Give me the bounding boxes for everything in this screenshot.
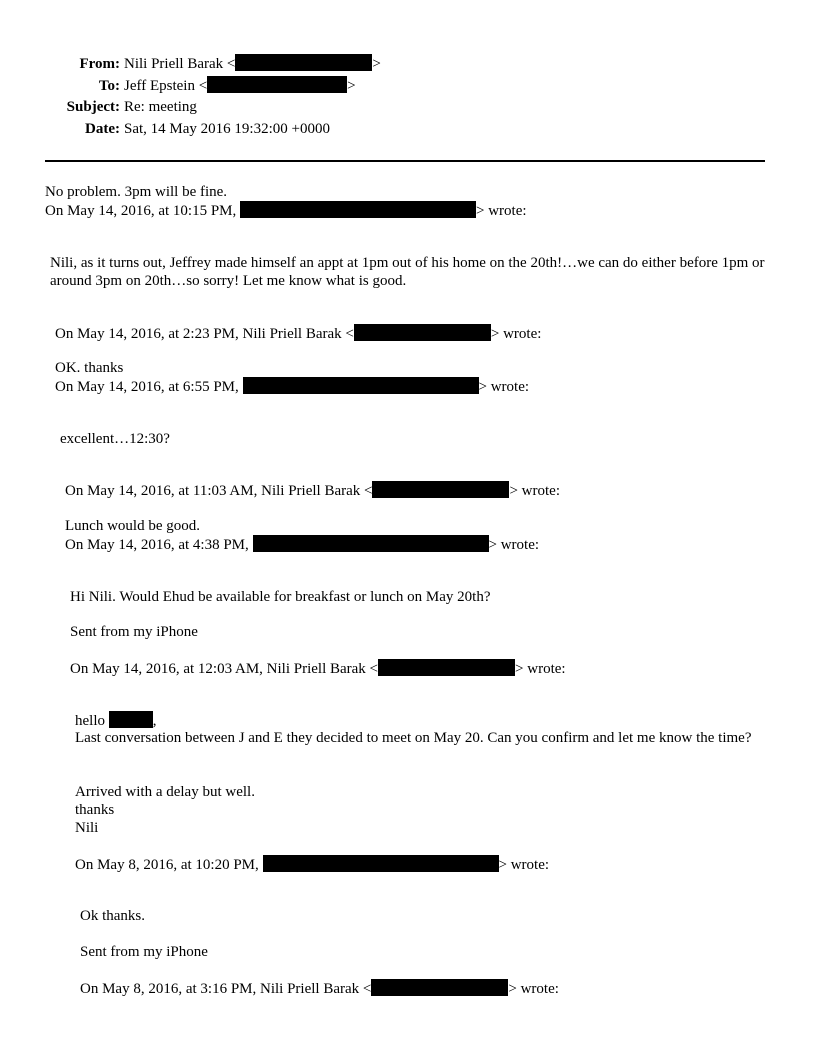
- date-value: Sat, 14 May 2016 19:32:00 +0000: [124, 121, 330, 137]
- body-line: Arrived with a delay but well.: [75, 784, 255, 800]
- redaction-block: [207, 76, 347, 93]
- redaction-block: [109, 711, 153, 728]
- attribution-suffix: > wrote:: [515, 661, 566, 677]
- body-line: Sent from my iPhone: [80, 944, 208, 960]
- to-close-bracket: >: [347, 78, 356, 94]
- attribution-suffix: > wrote:: [476, 203, 527, 219]
- to-name: Jeff Epstein <: [124, 78, 208, 94]
- greeting-comma: ,: [152, 713, 157, 729]
- body-line: OK. thanks: [55, 360, 124, 376]
- header-divider: [45, 160, 765, 162]
- body-paragraph: Nili, as it turns out, Jeffrey made himself an appt at 1pm out of his home on the 20th!…we can do either before 1pm or around 3pm on 20th…so sorry! Let me know what is good.: [50, 255, 765, 289]
- quote-attribution: [55, 377, 529, 396]
- from-name: Nili Priell Barak <: [124, 56, 236, 72]
- body-line: Sent from my iPhone: [70, 624, 198, 640]
- quote-attribution: [75, 855, 549, 874]
- subject-row: [0, 98, 197, 116]
- redaction-block: [354, 324, 491, 341]
- attribution-text: On May 14, 2016, at 12:03 AM, Nili Priell Barak <: [70, 661, 379, 677]
- attribution-suffix: > wrote:: [478, 379, 530, 395]
- redaction-block: [378, 659, 515, 676]
- body-line: Hi Nili. Would Ehud be available for breakfast or lunch on May 20th?: [70, 589, 491, 605]
- quote-attribution: [65, 535, 539, 554]
- redaction-block: [263, 855, 499, 872]
- redaction-block: [240, 201, 476, 218]
- body-line: [75, 711, 157, 730]
- body-line: Nili: [75, 820, 99, 836]
- redaction-block: [235, 54, 372, 71]
- greeting-text: hello: [75, 713, 105, 729]
- body-line: No problem. 3pm will be fine.: [45, 184, 228, 200]
- attribution-text: On May 8, 2016, at 3:16 PM, Nili Priell Barak <: [80, 981, 372, 997]
- quote-attribution: [45, 201, 527, 220]
- quote-attribution: [65, 481, 560, 500]
- from-close-bracket: >: [372, 56, 381, 72]
- attribution-suffix: > wrote:: [498, 857, 550, 873]
- attribution-text: On May 14, 2016, at 6:55 PM,: [55, 379, 239, 395]
- redaction-block: [243, 377, 479, 394]
- subject-value: Re: meeting: [124, 99, 197, 115]
- to-row: [0, 76, 356, 95]
- body-line: Ok thanks.: [80, 908, 145, 924]
- quote-attribution: [55, 324, 541, 343]
- to-label: To:: [98, 78, 120, 94]
- attribution-text: On May 8, 2016, at 10:20 PM,: [75, 857, 259, 873]
- attribution-text: On May 14, 2016, at 4:38 PM,: [65, 537, 249, 553]
- body-line: thanks: [75, 802, 115, 818]
- from-label: From:: [79, 56, 120, 72]
- attribution-text: On May 14, 2016, at 11:03 AM, Nili Priell Barak <: [65, 483, 373, 499]
- attribution-text: On May 14, 2016, at 2:23 PM, Nili Priell Barak <: [55, 326, 354, 342]
- subject-label: Subject:: [66, 99, 120, 115]
- date-row: [0, 120, 330, 138]
- attribution-text: On May 14, 2016, at 10:15 PM,: [45, 203, 237, 219]
- body-line: Lunch would be good.: [65, 518, 200, 534]
- quote-attribution: [70, 659, 566, 678]
- from-row: [0, 54, 381, 73]
- body-line: excellent…12:30?: [60, 431, 170, 447]
- redaction-block: [253, 535, 489, 552]
- attribution-suffix: > wrote:: [508, 981, 559, 997]
- redaction-block: [372, 481, 509, 498]
- quote-attribution: [80, 979, 559, 998]
- attribution-suffix: > wrote:: [509, 483, 560, 499]
- redaction-block: [371, 979, 508, 996]
- date-label: Date:: [85, 121, 120, 137]
- attribution-suffix: > wrote:: [490, 326, 542, 342]
- attribution-suffix: > wrote:: [488, 537, 540, 553]
- body-paragraph: Last conversation between J and E they decided to meet on May 20. Can you confirm and let me know the time?: [75, 730, 752, 746]
